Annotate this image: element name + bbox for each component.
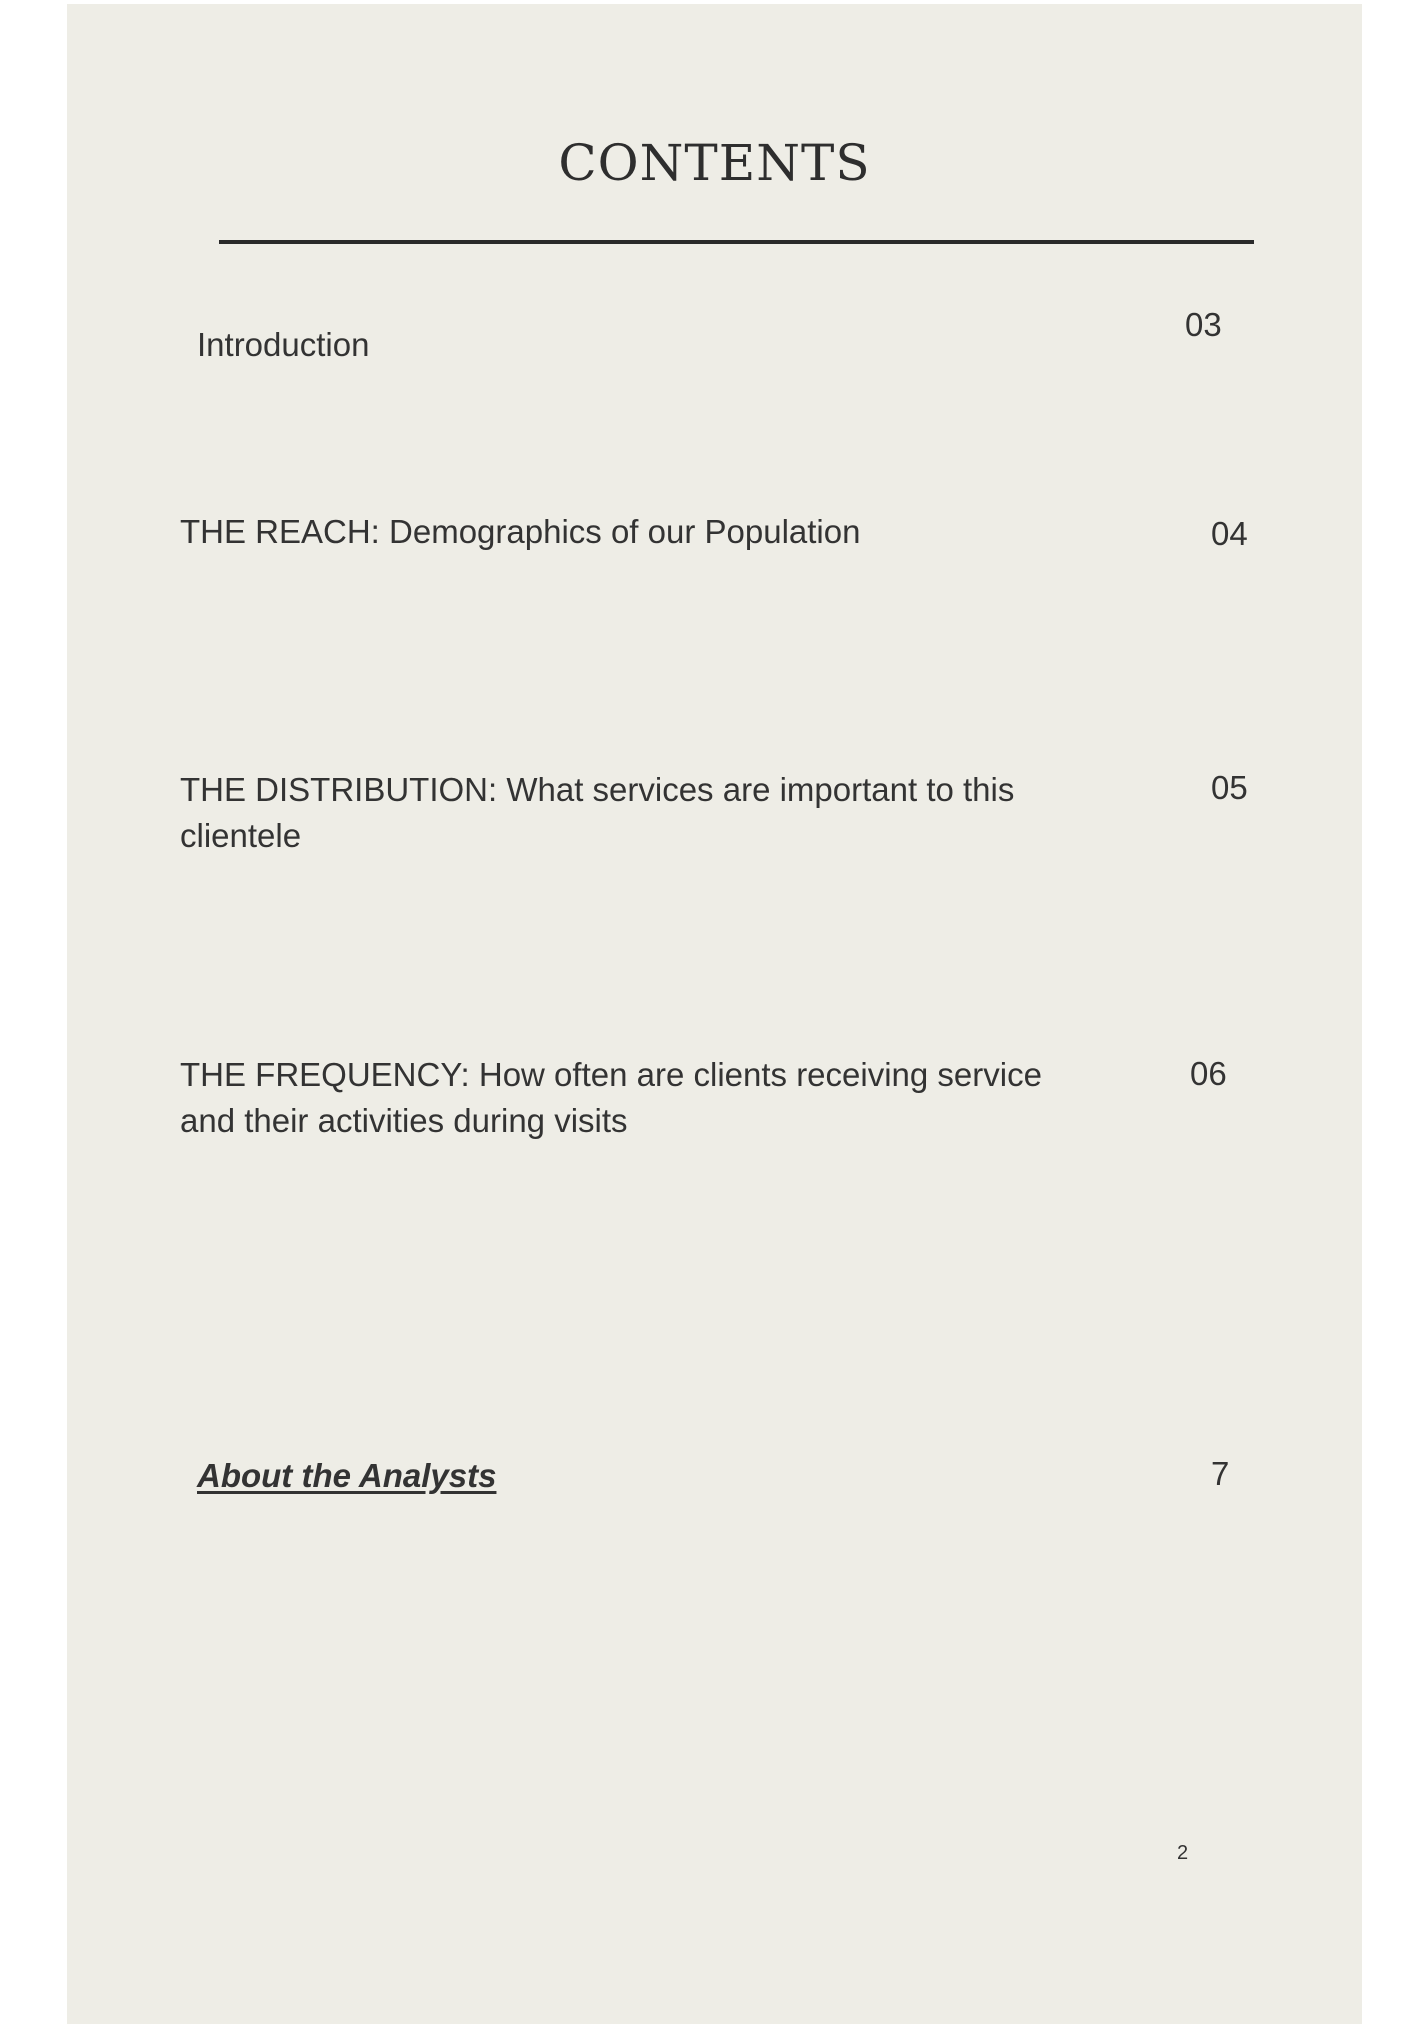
toc-entry-introduction: Introduction bbox=[197, 326, 370, 363]
document-page bbox=[67, 4, 1362, 2024]
toc-page-frequency: 06 bbox=[1190, 1055, 1227, 1092]
title-divider bbox=[219, 240, 1254, 244]
toc-page-reach: 04 bbox=[1211, 515, 1248, 552]
toc-entry-reach: THE REACH: Demographics of our Population bbox=[180, 513, 861, 550]
page-number: 2 bbox=[1177, 1842, 1189, 1864]
toc-link-about-analysts[interactable]: About the Analysts bbox=[197, 1457, 497, 1494]
toc-entry-frequency: THE FREQUENCY: How often are clients receiving service and their activities during visits bbox=[180, 1056, 1042, 1139]
toc-page-distribution: 05 bbox=[1211, 769, 1248, 806]
toc-page-about-analysts: 7 bbox=[1211, 1455, 1230, 1492]
toc-entry-distribution: THE DISTRIBUTION: What services are important to this clientele bbox=[180, 771, 1015, 854]
page-title: CONTENTS bbox=[558, 134, 871, 192]
toc-page-introduction: 03 bbox=[1185, 306, 1222, 343]
